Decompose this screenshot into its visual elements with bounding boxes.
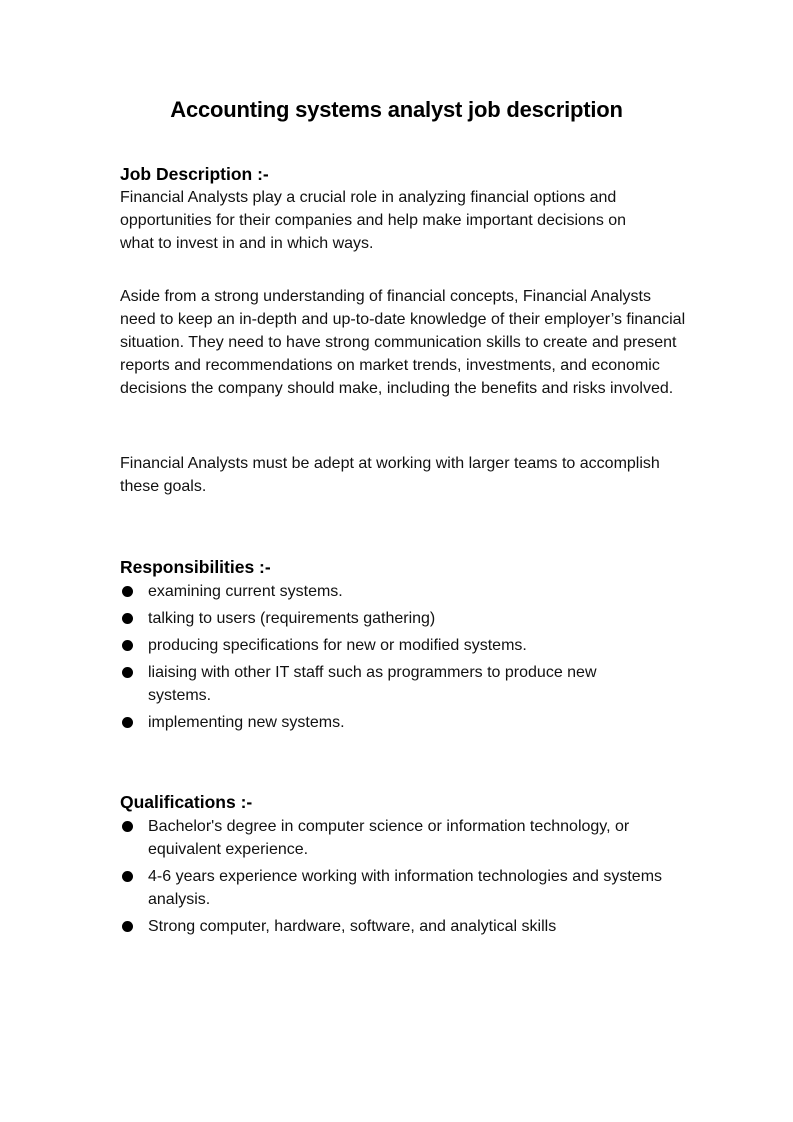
list-item (120, 661, 640, 707)
responsibilities-heading: Responsibilities :- (120, 557, 271, 577)
responsibilities-section (120, 556, 690, 734)
bullet-icon (122, 921, 133, 932)
responsibility-text: implementing new systems. (148, 714, 345, 731)
qualification-text: Strong computer, hardware, software, and analytical skills (148, 918, 557, 935)
job-description-paragraph-2: Aside from a strong understanding of financial concepts, Financial Analysts need to keep an in-depth and up-to-date knowledge of their employer’s financial situation. They need to have strong communication skills to create and present reports and recommendations on market trends, investments, and economic decisions the company should make, including the benefits and risks involved. (120, 288, 686, 397)
qualifications-section (120, 791, 690, 938)
job-description-heading: Job Description :- (120, 164, 269, 184)
responsibility-text: talking to users (requirements gathering) (148, 610, 436, 627)
job-description-paragraph-1: Financial Analysts play a crucial role in analyzing financial options and opportunities for their companies and help make important decisions on what to invest in and in which ways. (120, 189, 627, 252)
bullet-icon (122, 667, 133, 678)
qualifications-list (120, 815, 675, 938)
list-item (120, 580, 640, 603)
job-description-paragraph-3-block (120, 452, 690, 498)
qualification-text: 4-6 years experience working with information technologies and systems analysis. (148, 868, 663, 908)
list-item (120, 711, 640, 734)
bullet-icon (122, 586, 133, 597)
qualification-text: Bachelor's degree in computer science or information technology, or equivalent experience. (148, 818, 630, 858)
job-description-section (120, 163, 690, 255)
bullet-icon (122, 871, 133, 882)
list-item (120, 815, 675, 861)
responsibility-text: producing specifications for new or modified systems. (148, 637, 527, 654)
bullet-icon (122, 717, 133, 728)
responsibilities-list (120, 580, 640, 734)
list-item (120, 634, 640, 657)
list-item (120, 915, 675, 938)
qualifications-heading: Qualifications :- (120, 792, 253, 812)
document-title: Accounting systems analyst job description (170, 97, 623, 122)
bullet-icon (122, 640, 133, 651)
responsibility-text: examining current systems. (148, 583, 343, 600)
list-item (120, 607, 640, 630)
responsibility-text: liaising with other IT staff such as programmers to produce new systems. (148, 664, 597, 704)
job-description-paragraph-2-block (120, 285, 690, 400)
bullet-icon (122, 821, 133, 832)
job-description-paragraph-3: Financial Analysts must be adept at working with larger teams to accomplish these goals. (120, 455, 660, 495)
list-item (120, 865, 675, 911)
bullet-icon (122, 613, 133, 624)
